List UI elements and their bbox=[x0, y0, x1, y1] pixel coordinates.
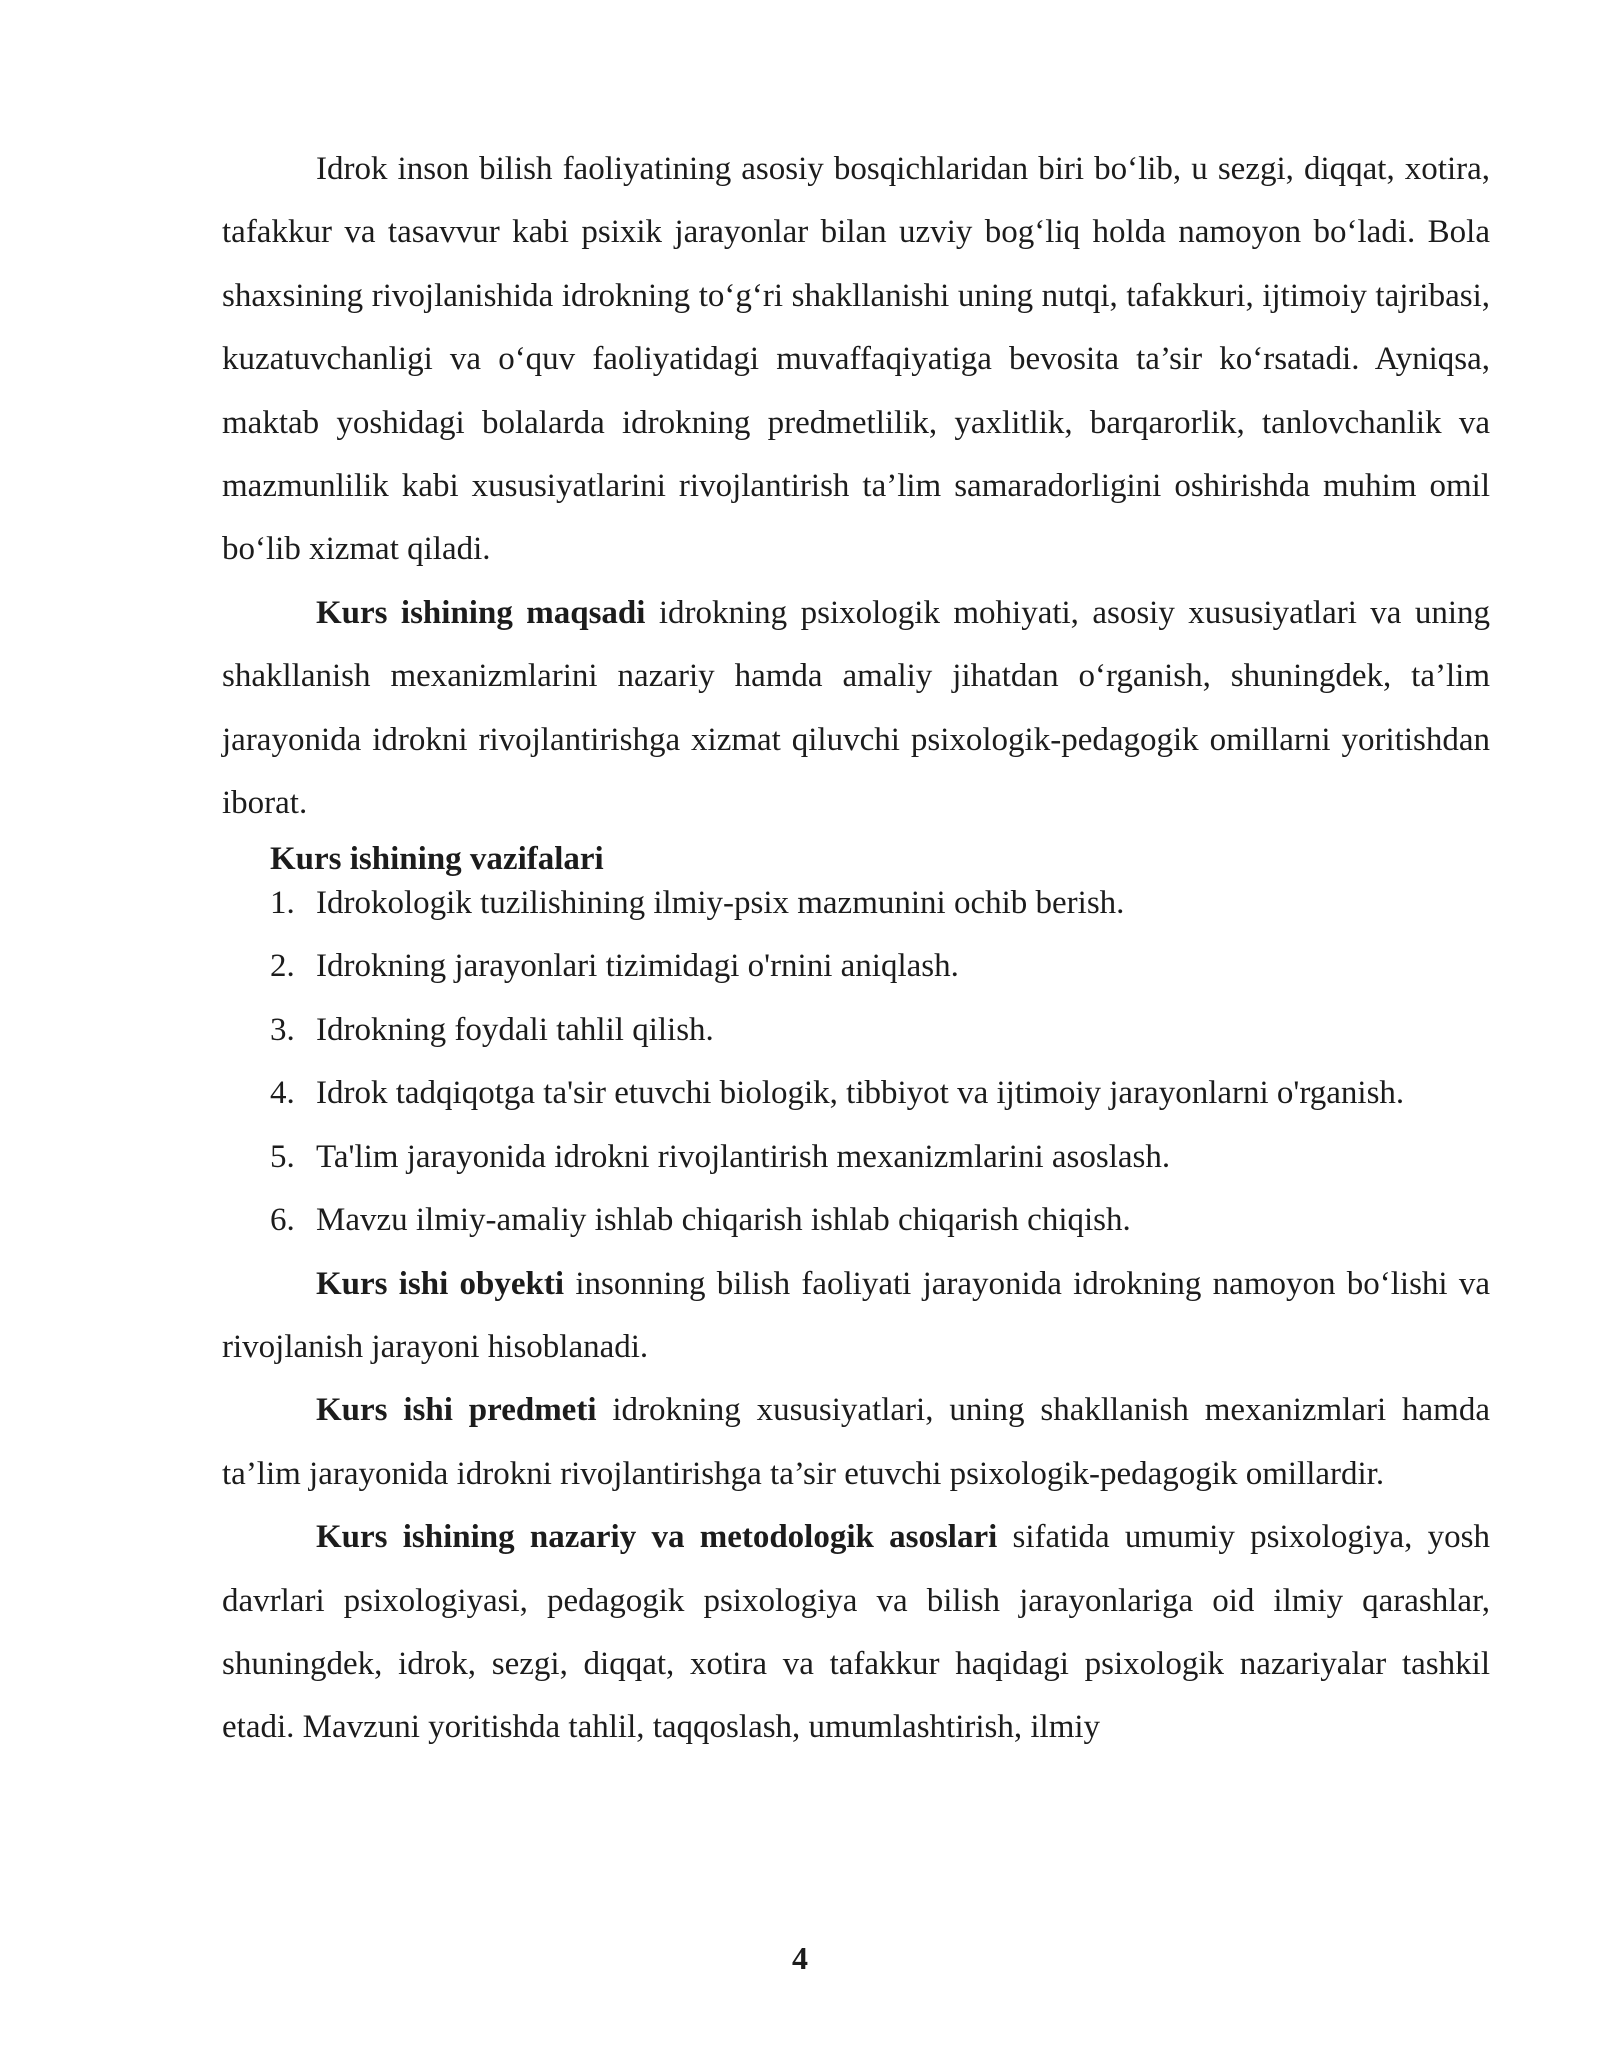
list-item-text: Idrokning jarayonlari tizimidagi o'rnini aniqlash. bbox=[316, 948, 959, 985]
list-item bbox=[222, 935, 1490, 998]
list-item-number: 3. bbox=[270, 1011, 295, 1048]
goal-label: Kurs ishining maqsadi bbox=[316, 594, 646, 631]
list-item-text: Idrok tadqiqotga ta'sir etuvchi biologik, tibbiyot va ijtimoiy jarayonlarni o'rganish. bbox=[316, 1075, 1405, 1112]
tasks-heading: Kurs ishining vazifalari bbox=[270, 841, 604, 878]
basis-paragraph bbox=[222, 1506, 1490, 1760]
page-number: 4 bbox=[792, 1940, 808, 1976]
list-item bbox=[222, 1126, 1490, 1189]
list-item bbox=[222, 1062, 1490, 1125]
list-item bbox=[222, 881, 1490, 925]
object-text: insonning bilish faoliyati jarayonida idrokning namoyon bo‘lishi va rivojlanish jarayoni hisoblanadi. bbox=[222, 1265, 1490, 1365]
subject-paragraph bbox=[222, 1379, 1490, 1506]
list-item-text: Idrokologik tuzilishining ilmiy-psix mazmunini ochib berish. bbox=[316, 885, 1125, 922]
object-paragraph bbox=[222, 1253, 1490, 1380]
list-item-number: 5. bbox=[270, 1138, 295, 1175]
basis-label: Kurs ishining nazariy va metodologik asoslari bbox=[316, 1519, 998, 1556]
goal-paragraph bbox=[222, 582, 1490, 836]
list-item-number: 1. bbox=[270, 885, 295, 922]
goal-text: idrokning psixologik mohiyati, asosiy xususiyatlari va uning shakllanish mexanizmlarini nazariy hamda amaliy jihatdan o‘rganish, shuningdek, ta’lim jarayonida idrokni rivojlantirishga xizmat qiluvchi psixologik-pedagogik omillarni yoritishdan iborat. bbox=[222, 594, 1491, 822]
document-page bbox=[222, 138, 1490, 1760]
list-item-text: Ta'lim jarayonida idrokni rivojlantirish mexanizmlarini asoslash. bbox=[316, 1138, 1171, 1175]
list-item bbox=[222, 1189, 1490, 1252]
list-item-text: Idrokning foydali tahlil qilish. bbox=[316, 1011, 714, 1048]
list-item-number: 6. bbox=[270, 1202, 295, 1239]
tasks-list bbox=[222, 881, 1490, 1252]
subject-label: Kurs ishi predmeti bbox=[316, 1392, 597, 1429]
list-item-number: 2. bbox=[270, 948, 295, 985]
basis-text: sifatida umumiy psixologiya, yosh davrlari psixologiyasi, pedagogik psixologiya va bilish jarayonlariga oid ilmiy qarashlar, shuningdek, idrok, sezgi, diqqat, xotira va tafakkur haqidagi psixologik nazariyalar tashkil etadi. Mavzuni yoritishda tahlil, taqqoslash, umumlashtirish, ilmiy bbox=[222, 1519, 1490, 1746]
subject-text: idrokning xususiyatlari, uning shakllanish mexanizmlari hamda ta’lim jarayonida idrokni rivojlantirishga ta’sir etuvchi psixologik-pedagogik omillardir. bbox=[222, 1392, 1490, 1492]
list-item-text: Mavzu ilmiy-amaliy ishlab chiqarish ishlab chiqarish chiqish. bbox=[316, 1202, 1131, 1239]
list-item-number: 4. bbox=[270, 1075, 295, 1112]
object-label: Kurs ishi obyekti bbox=[316, 1265, 565, 1302]
intro-paragraph: Idrok inson bilish faoliyatining asosiy bosqichlaridan biri bo‘lib, u sezgi, diqqat, xotira, tafakkur va tasavvur kabi psixik jarayonlar bilan uzviy bog‘liq holda namoyon bo‘ladi. Bola shaxsining rivojlanishida idrokning to‘g‘ri shakllanishi uning nutqi, tafakkuri, ijtimoiy tajribasi, kuzatuvchanligi va o‘quv faoliyatidagi muvaffaqiyatiga bevosita ta’sir ko‘rsatadi. Ayniqsa, maktab yoshidagi bolalarda idrokning predmetlilik, yaxlitlik, barqarorlik, tanlovchanlik va mazmunlilik kabi xususiyatlarini rivojlantirish ta’lim samaradorligini oshirishda muhim omil bo‘lib xizmat qiladi. bbox=[222, 151, 1490, 568]
list-item bbox=[222, 999, 1490, 1062]
